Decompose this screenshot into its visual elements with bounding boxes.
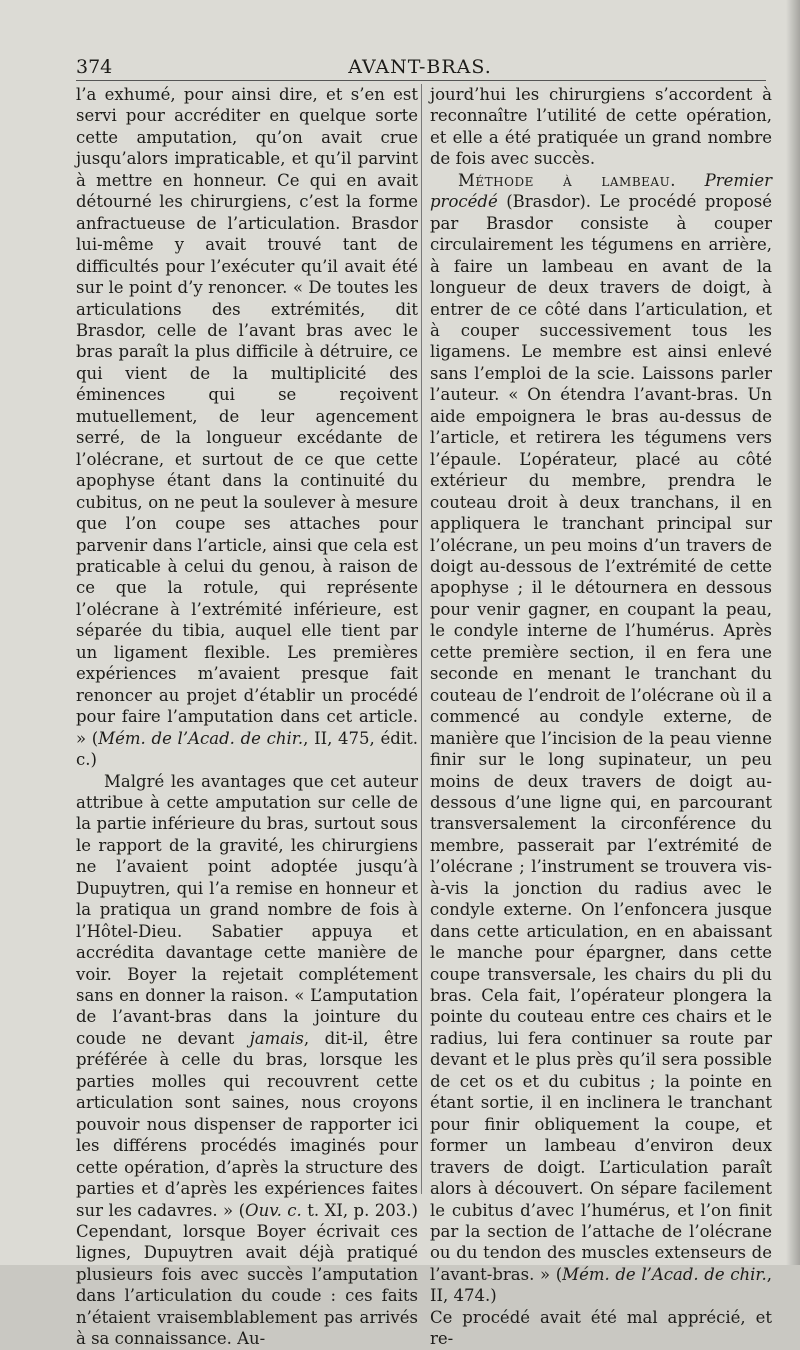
left-p2-emphasis: jamais <box>249 1028 304 1048</box>
column-divider <box>421 84 422 1194</box>
right-paragraph-3 <box>430 1307 772 1350</box>
left-paragraph-1 <box>76 84 418 771</box>
left-p2-text: Malgré les avantages que cet auteur attribue à cette amputation sur celle de la partie inférieure du bras, surtout sous le rapport de la gravité, les chirurgiens ne l’avaient point adoptée jusqu’à Dupuytren, qui l’a remise en honneur et la pratiqua un grand nombre de fois à l’Hôtel-Dieu. Sabatier appuya et accrédita davantage cette manière de voir. Boyer la rejetait complétement sans en donner la raison. « L’amputation de l’avant-bras dans la jointure du coude ne devant <box>76 771 418 1048</box>
left-p1-text: l’a exhumé, pour ainsi dire, et s’en est servi pour accréditer en quelque sorte cette amputation, qu’on avait crue jusqu’alors impraticable, et qu’il parvint à mettre en honneur. Ce qui en avait détourné les chirurgiens, c’est la forme anfractueuse de l’articulation. Brasdor lui-même y avait trouvé tant de difficultés pour l’exécuter qu’il avait été sur le point d’y renoncer. « De toutes les articulations des extrémités, dit Brasdor, celle de l’avant bras avec le bras paraît la plus difficile à détruire, ce qui vient de la multiplicité des éminences qui se reçoivent mutuellement, de leur agencement serré, de la longueur excédante de l’olécrane, et surtout de ce que cette apophyse étant dans la continuité du cubitus, on ne peut la soulever à mesure que l’on coupe ses attaches pour parvenir dans l’article, ainsi que cela est praticable à celui du genou, à raison de ce que la rotule, qui représente l’olécrane à l’extrémité inférieure, est séparée du tibia, auquel elle tient par un ligament flexible. Les premières expériences m’avaient presque fait renoncer au projet d’établir un procédé pour faire l’amputation dans cet article. » ( <box>76 85 418 748</box>
left-p1-citation-end: , II, 475, édit. c.) <box>76 728 418 770</box>
left-column <box>76 84 418 1349</box>
running-title: AVANT-BRAS. <box>348 56 492 78</box>
right-paragraph-2 <box>430 170 772 1307</box>
right-paragraph-1 <box>430 84 772 170</box>
page-header <box>76 50 764 80</box>
right-p2-text: (Brasdor). Le procédé proposé par Brasdor consiste à couper circulairement les tégumens en arrière, à faire un lambeau en avant de la longueur de deux travers de doigt, à entrer de ce côté dans l’articulation, et à couper successivement tous les ligamens. Le membre est ainsi enlevé sans l’emploi de la scie. Laissons parler l’auteur. « On étendra l’avant-bras. Un aide empoignera le bras au-dessus de l’article, et retirera les tégumens vers l’épaule. L’opérateur, placé au côté extérieur du membre, prendra le couteau droit à deux tranchans, il en appliquera le tranchant principal sur l’olécrane, un peu moins d’un travers de doigt au-dessous de l’extrémité de cette apophyse ; il le détournera en dessous pour venir gagner, en coupant la peau, le condyle interne de l’humérus. Après cette première section, il en fera une seconde en menant le tranchant du couteau de l’endroit de l’olécrane où il a commencé au condyle externe, de manière que l’incision de la peau vienne finir sur le long supinateur, un peu moins de deux travers de doigt au-dessous d’une ligne qui, en parcourant transversalement la circonférence du membre, passerait par l’extrémité de l’olécrane ; l’instrument se trouvera vis-à-vis la jonction du radius avec le condyle externe. On l’enfoncera jusque dans cette articulation, en en abaissant le manche pour épargner, dans cette coupe transversale, les chairs du pli du bras. Cela fait, l’opérateur plongera la pointe du couteau entre ces chairs et le radius, lui fera continuer sa route par devant et le plus près qu’il sera possible de cet os et du cubitus ; la pointe en étant sortie, il en inclinera le tranchant pour finir obliquement la coupe, et former un lambeau d’environ deux travers de doigt. L’articulation paraît alors à découvert. On sépare facilement le cubitus d’avec l’humérus, et l’on finit par la section de l’attache de l’olécrane ou du tendon des muscles extenseurs de l’avant-bras. » ( <box>430 192 772 1284</box>
header-rule <box>76 80 766 81</box>
procedure-subheading: Premier procédé <box>430 170 773 212</box>
page-edge-shadow <box>786 0 800 1265</box>
right-p3-text: Ce procédé avait été mal apprécié, et re- <box>430 1307 772 1349</box>
section-heading: Méthode à lambeau. <box>458 170 676 190</box>
left-p2-text-mid: , dit-il, être préférée à celle du bras, lorsque les parties molles qui recouvrent cette articulation sont saines, nous croyons pouvoir nous dispenser de rapporter ici les différens procédés imaginés pour cette opération, d’après la structure des parties et d’après les expériences faites sur les cadavres. » ( <box>76 1028 418 1220</box>
right-p2-citation-end: , II, 474.) <box>430 1264 772 1306</box>
page-number: 374 <box>76 56 113 78</box>
left-p2-text-end: t. XI, p. 203.) Cependant, lorsque Boyer écrivait ces lignes, Dupuytren avait déjà pratiqué plusieurs fois avec succès l’amputation dans l’articulation du coude : ces faits n’étaient vraisemblablement pas arrivés à sa connaissance. Au- <box>76 1200 418 1349</box>
right-p1-text: jourd’hui les chirurgiens s’accordent à reconnaître l’utilité de cette opération, et elle a été pratiquée un grand nombre de fois avec succès. <box>430 85 772 169</box>
left-paragraph-2 <box>76 771 418 1350</box>
left-p2-citation: Ouv. c. <box>245 1200 302 1220</box>
left-p1-citation: Mém. de l’Acad. de chir. <box>98 728 304 748</box>
right-column <box>430 84 773 1349</box>
right-p2-citation: Mém. de l’Acad. de chir. <box>562 1264 767 1284</box>
